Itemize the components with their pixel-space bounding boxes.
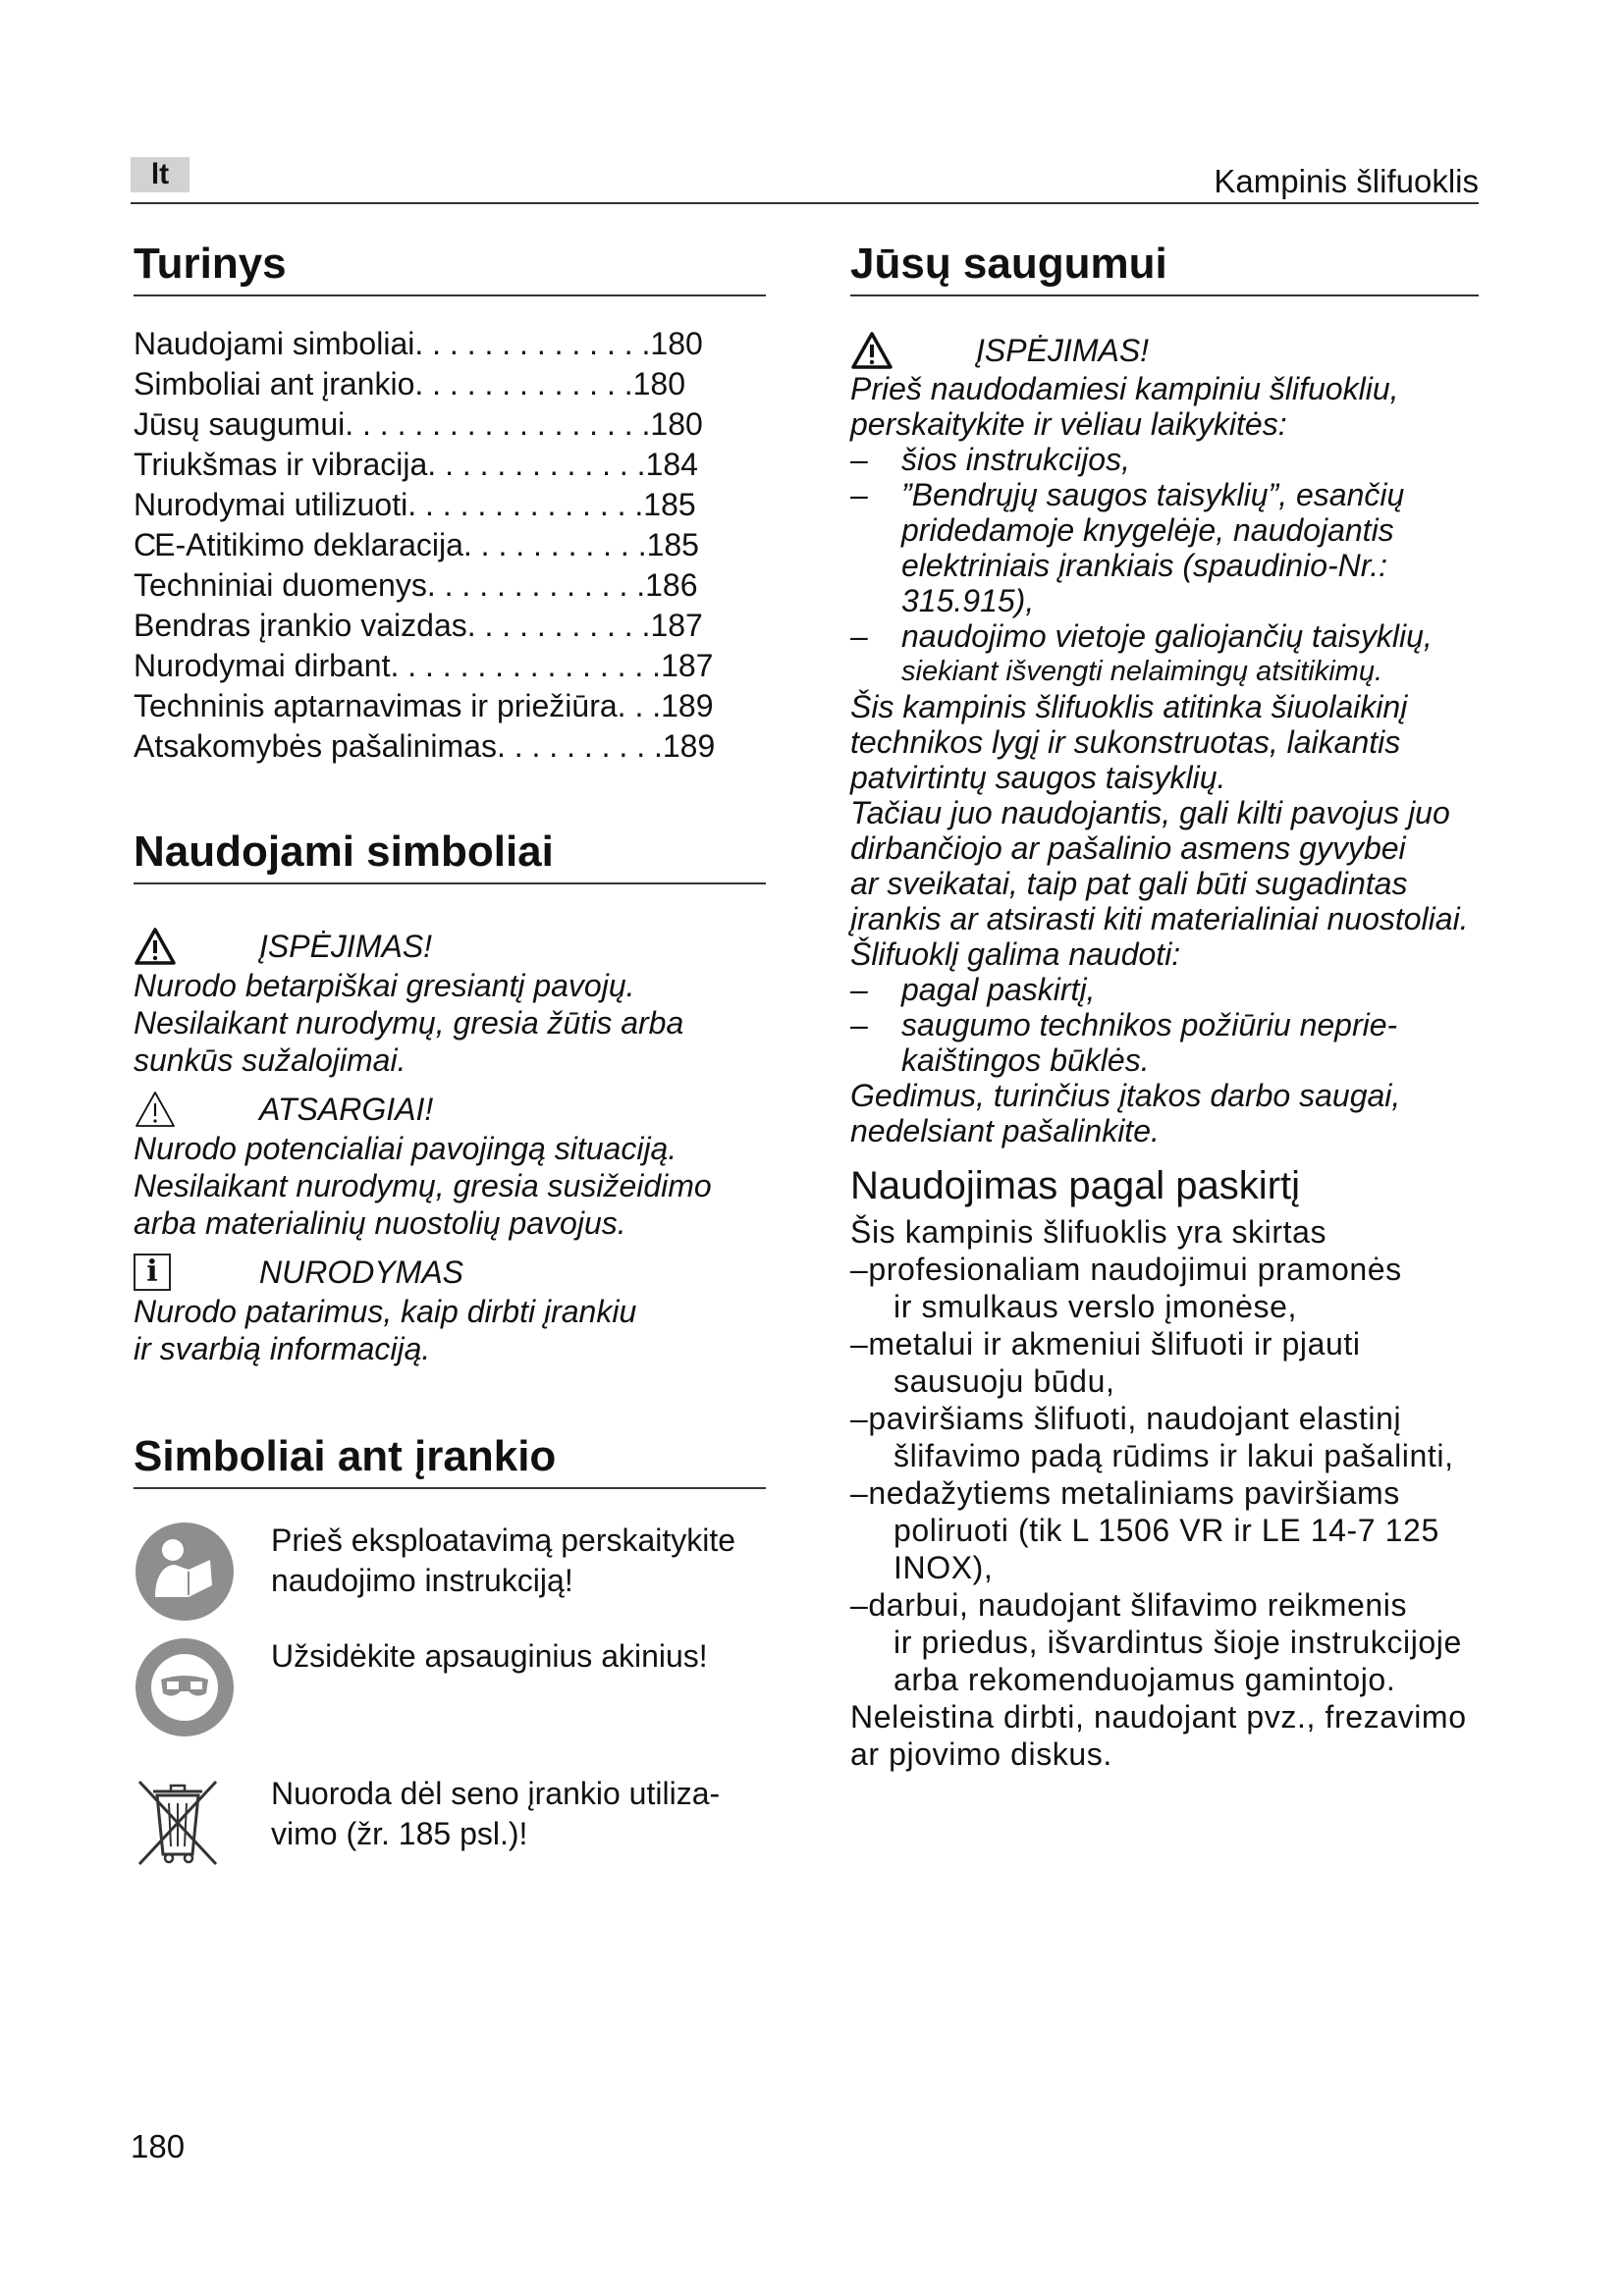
safety-goggles-icon	[134, 1636, 271, 1748]
symbols-title: Naudojami simboliai	[134, 824, 766, 884]
tool-symbol-text: naudojimo instrukciją!	[271, 1563, 573, 1598]
header-divider	[131, 202, 1479, 204]
safety-paragraph-2: Tačiau juo naudojantis, gali kilti pavojus juo dirbančiojo ar pašalinio asmens gyvybei ar sveikatai, taip pat gali būti sugadintas įrankis ar atsirasti kiti materialiniai nuostoliai.	[850, 795, 1469, 936]
tool-symbol-row	[134, 1636, 766, 1748]
toc-entry[interactable]: Bendras įrankio vaizdas . . . . . . . . . . . 187	[134, 608, 703, 643]
safety-paragraph-1: Šis kampinis šlifuoklis atitinka šiuolaikinį technikos lygį ir sukonstruotas, laikantis patvirtintų saugos taisyklių.	[850, 689, 1408, 795]
note-text-line: Nurodo patarimus, kaip dirbti įrankiu	[134, 1294, 637, 1329]
tool-symbol-text: Nuoroda dėl seno įrankio utiliza-	[271, 1776, 721, 1811]
note-block	[134, 1252, 766, 1367]
intended-use-list	[850, 1251, 1479, 1698]
tool-symbol-row	[134, 1774, 766, 1878]
warning-text-line: Nurodo betarpiškai gresiantį pavojų.	[134, 968, 635, 1003]
right-column	[850, 236, 1479, 1773]
table-of-contents	[134, 324, 766, 767]
list-item: – naudojimo vietoje galiojančių taisyklių, siekiant išvengti nelaimingų atsitikimų.	[850, 618, 1433, 687]
list-item: – paviršiams šlifuoti, naudojant elastinį šlifavimo padą rūdims ir lakui pašalinti,	[850, 1401, 1454, 1473]
warning-label: ĮSPĖJIMAS!	[259, 929, 433, 964]
crossed-bin-icon	[134, 1774, 271, 1878]
toc-entry[interactable]: CE -Atitikimo deklaracija . . . . . . . . . . . 185	[134, 525, 766, 565]
list-item: – pagal paskirtį,	[850, 972, 1096, 1007]
toc-entry[interactable]: Jūsų saugumui . . . . . . . . . . . . . . . . . . 180	[134, 406, 703, 442]
caution-label: ATSARGIAI!	[259, 1092, 434, 1127]
intended-use-closing: Neleistina dirbti, naudojant pvz., frezavimo ar pjovimo diskus.	[850, 1699, 1467, 1772]
ce-mark-icon: CE	[134, 527, 174, 562]
list-item: – šios instrukcijos,	[850, 442, 1130, 477]
toc-entry[interactable]: Simboliai ant įrankio . . . . . . . . . . . . . 180	[134, 366, 686, 401]
tool-symbol-text: vimo (žr. 185 psl.)!	[271, 1816, 528, 1851]
toc-entry[interactable]: Nurodymai dirbant . . . . . . . . . . . . . . . . 187	[134, 648, 714, 683]
safety-dash-list	[850, 442, 1479, 689]
tool-symbol-text: Užsidėkite apsauginius akinius!	[271, 1638, 708, 1674]
caution-text-line: Nurodo potencialiai pavojingą situaciją.	[134, 1131, 677, 1166]
safety-warning-label: ĮSPĖJIMAS!	[976, 333, 1150, 368]
warning-triangle-icon	[850, 330, 909, 371]
left-column	[134, 236, 766, 1878]
safety-intro: Prieš naudodamiesi kampiniu šlifuokliu, perskaitykite ir vėliau laikykitės:	[850, 371, 1399, 442]
list-item: – nedažytiems metaliniams paviršiams poliruoti (tik L 1506 VR ir LE 14-7 125 INOX),	[850, 1475, 1439, 1585]
toc-entry[interactable]: Techniniai duomenys . . . . . . . . . . . . . 186	[134, 567, 698, 603]
toc-entry[interactable]: Naudojami simboliai . . . . . . . . . . . . . . 180	[134, 326, 703, 361]
header-title: Kampinis šlifuoklis	[1214, 163, 1479, 199]
toc-entry[interactable]: Techninis aptarnavimas ir priežiūra . . . 189	[134, 688, 714, 723]
list-item: – darbui, naudojant šlifavimo reikmenis ir priedus, išvardintus šioje instrukcijoje arba rekomenduojamus gamintojo.	[850, 1587, 1462, 1697]
list-item: – saugumo technikos požiūriu neprie- kaištingos būklės.	[850, 1007, 1398, 1078]
toc-title: Turinys	[134, 236, 766, 296]
note-label: NURODYMAS	[259, 1255, 464, 1290]
warning-text-line: sunkūs sužalojimai.	[134, 1042, 406, 1078]
safety-paragraph-3: Gedimus, turinčius įtakos darbo saugai, nedelsiant pašalinkite.	[850, 1078, 1401, 1148]
safety-usage-intro: Šlifuoklį galima naudoti:	[850, 936, 1181, 972]
toc-entry[interactable]: Nurodymai utilizuoti . . . . . . . . . . . . . . 185	[134, 487, 696, 522]
caution-text-line: arba materialinių nuostolių pavojus.	[134, 1205, 626, 1241]
caution-text-line: Nesilaikant nurodymų, gresia susižeidimo	[134, 1168, 712, 1203]
tool-symbol-row	[134, 1521, 766, 1632]
intended-use-title: Naudojimas pagal paskirtį	[850, 1164, 1301, 1207]
language-badge: lt	[131, 157, 189, 192]
warning-block	[134, 926, 766, 1079]
tool-symbols-title: Simboliai ant įrankio	[134, 1428, 766, 1489]
caution-triangle-icon	[134, 1089, 192, 1130]
warning-text-line: Nesilaikant nurodymų, gresia žūtis arba	[134, 1005, 684, 1041]
warning-triangle-icon	[134, 926, 192, 967]
caution-block	[134, 1089, 766, 1242]
list-item: – metalui ir akmeniui šlifuoti ir pjauti sausuoju būdu,	[850, 1326, 1361, 1399]
note-text-line: ir svarbią informaciją.	[134, 1331, 431, 1366]
toc-entry[interactable]: Atsakomybės pašalinimas . . . . . . . . . . 189	[134, 728, 716, 764]
safety-warning	[850, 330, 1479, 371]
tool-symbol-text: Prieš eksploatavimą perskaitykite	[271, 1522, 736, 1558]
info-icon: i	[134, 1254, 171, 1291]
list-item: – profesionaliam naudojimui pramonės ir smulkaus verslo įmonėse,	[850, 1252, 1402, 1324]
toc-entry[interactable]: Triukšmas ir vibracija . . . . . . . . . . . . . 184	[134, 447, 698, 482]
page-number: 180	[131, 2128, 186, 2164]
intended-use-intro: Šis kampinis šlifuoklis yra skirtas	[850, 1214, 1327, 1250]
read-manual-icon	[134, 1521, 271, 1632]
list-item: – ”Bendrųjų saugos taisyklių”, esančių pridedamoje knygelėje, naudojantis elektriniais įrankiais (spaudinio-Nr.: 315.915),	[850, 477, 1405, 618]
safety-usage-list	[850, 972, 1479, 1078]
safety-title: Jūsų saugumui	[850, 236, 1479, 296]
